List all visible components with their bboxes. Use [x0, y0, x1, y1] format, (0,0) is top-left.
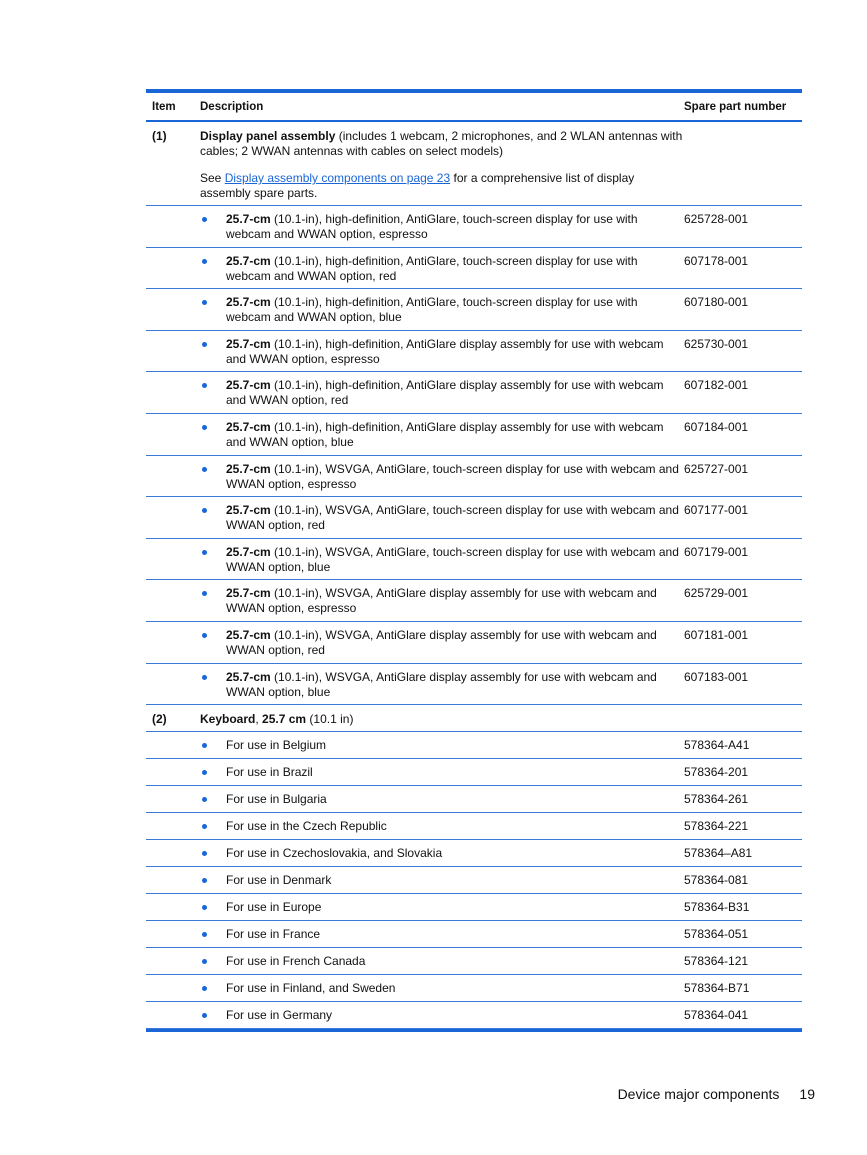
table-row [146, 1002, 802, 1029]
row-item-cell [146, 586, 200, 621]
row-text [226, 212, 684, 247]
row-item-cell [146, 462, 200, 497]
row-description [200, 212, 684, 247]
table-row [146, 331, 802, 373]
row-description [200, 846, 684, 866]
footer-section-title: Device major components [617, 1086, 780, 1102]
row-description [200, 628, 684, 663]
row-size: 25.7-cm [226, 544, 271, 559]
group-display-panel [146, 122, 802, 206]
table-row [146, 456, 802, 498]
row-text: For use in Germany [226, 1008, 333, 1023]
row-part-number: 607184-001 [684, 419, 749, 434]
row-item-cell [146, 545, 200, 580]
row-part-number: 578364-121 [684, 954, 749, 969]
bullet-icon [200, 900, 226, 920]
group-item-number: (2) [152, 712, 167, 727]
row-description [200, 1008, 684, 1028]
row-size: 25.7-cm [226, 212, 271, 226]
table-row [146, 786, 802, 813]
bullet-icon [200, 765, 226, 785]
table-bottom-rule [146, 1029, 802, 1032]
bullet-icon [200, 337, 226, 372]
row-description [200, 738, 684, 758]
row-size: 25.7-cm [226, 586, 271, 601]
row-text [226, 586, 684, 621]
bullet-icon [200, 503, 226, 538]
table-row [146, 664, 802, 706]
bullet-icon [200, 819, 226, 839]
row-size: 25.7-cm [226, 627, 271, 642]
row-description [200, 378, 684, 413]
row-text: For use in French Canada [226, 954, 366, 969]
row-item-cell [146, 337, 200, 372]
table-row [146, 948, 802, 975]
row-part-number: 578364-B71 [684, 981, 750, 996]
table-row [146, 975, 802, 1002]
display-rows [146, 206, 802, 705]
row-part-number: 578364-201 [684, 765, 749, 780]
see-prefix: See [200, 171, 225, 185]
row-part-number: 607180-001 [684, 295, 749, 310]
header-description: Description [200, 100, 264, 113]
row-description [200, 900, 684, 920]
row-item-cell [146, 927, 200, 947]
row-item-cell [146, 378, 200, 413]
bullet-icon [200, 670, 226, 705]
row-text [226, 254, 684, 289]
row-detail: (10.1-in), high-definition, AntiGlare display assembly for use with webcam and WWAN option, red [226, 378, 664, 408]
table-row [146, 813, 802, 840]
row-item-cell [146, 765, 200, 785]
row-part-number: 578364-081 [684, 873, 749, 888]
row-item-cell [146, 1008, 200, 1028]
spare-parts-table [146, 89, 802, 1032]
row-detail: (10.1-in), high-definition, AntiGlare, touch-screen display for use with webcam and WWAN option, espresso [226, 212, 638, 241]
row-description [200, 981, 684, 1001]
row-part-number: 578364-051 [684, 927, 749, 942]
row-part-number: 625730-001 [684, 336, 749, 351]
row-description [200, 420, 684, 455]
bullet-icon [200, 954, 226, 974]
row-item-cell [146, 954, 200, 974]
row-detail: (10.1-in), WSVGA, AntiGlare display assembly for use with webcam and WWAN option, red [226, 627, 657, 657]
header-part-number: Spare part number [684, 100, 787, 113]
row-item-cell [146, 873, 200, 893]
row-item-cell [146, 212, 200, 247]
row-detail: (10.1-in), WSVGA, AntiGlare, touch-screen display for use with webcam and WWAN option, espresso [226, 461, 679, 491]
row-size: 25.7-cm [226, 336, 271, 351]
row-text: For use in Brazil [226, 765, 313, 780]
bullet-icon [200, 628, 226, 663]
table-row [146, 414, 802, 456]
row-part-number: 578364-221 [684, 819, 749, 834]
row-part-number: 578364-261 [684, 792, 749, 807]
bullet-icon [200, 378, 226, 413]
table-row [146, 539, 802, 581]
row-description [200, 765, 684, 785]
group-keyboard [146, 705, 802, 732]
row-text: For use in France [226, 927, 321, 942]
group-item-number: (1) [152, 129, 167, 143]
bullet-icon [200, 873, 226, 893]
row-part-number: 625728-001 [684, 212, 749, 226]
bullet-icon [200, 1008, 226, 1028]
row-detail: (10.1-in), WSVGA, AntiGlare display assembly for use with webcam and WWAN option, blue [226, 669, 657, 699]
table-row [146, 759, 802, 786]
row-size: 25.7-cm [226, 378, 271, 393]
row-item-cell [146, 846, 200, 866]
group-title: Display panel assembly [200, 129, 336, 143]
row-text [226, 462, 684, 497]
display-components-link[interactable]: Display assembly components on page 23 [224, 171, 451, 185]
group-description [200, 712, 684, 731]
row-text: For use in Denmark [226, 873, 332, 888]
row-description [200, 545, 684, 580]
row-text [226, 295, 684, 330]
row-item-cell [146, 420, 200, 455]
row-part-number: 578364-B31 [684, 900, 750, 915]
table-row [146, 840, 802, 867]
table-row [146, 580, 802, 622]
row-text: For use in Belgium [226, 738, 327, 753]
row-item-cell [146, 670, 200, 705]
bullet-icon [200, 792, 226, 812]
row-item-cell [146, 792, 200, 812]
row-description [200, 462, 684, 497]
row-text: For use in Bulgaria [226, 792, 327, 807]
row-part-number: 607177-001 [684, 503, 749, 518]
row-description [200, 337, 684, 372]
row-item-cell [146, 819, 200, 839]
row-part-number: 607183-001 [684, 669, 749, 684]
row-part-number: 625727-001 [684, 461, 749, 476]
row-description [200, 295, 684, 330]
row-item-cell [146, 628, 200, 663]
row-text [226, 545, 684, 580]
bullet-icon [200, 462, 226, 497]
bullet-icon [200, 254, 226, 289]
table-row [146, 206, 802, 248]
group-title: Keyboard [200, 712, 256, 727]
bullet-icon [200, 846, 226, 866]
row-size: 25.7-cm [226, 295, 271, 310]
row-detail: (10.1-in), WSVGA, AntiGlare, touch-screen display for use with webcam and WWAN option, blue [226, 544, 679, 574]
row-text [226, 378, 684, 413]
bullet-icon [200, 738, 226, 758]
table-header [146, 93, 802, 122]
row-detail: (10.1-in), WSVGA, AntiGlare display assembly for use with webcam and WWAN option, espresso [226, 586, 657, 616]
table-row [146, 867, 802, 894]
row-text: For use in Czechoslovakia, and Slovakia [226, 846, 443, 861]
row-part-number: 607178-001 [684, 253, 749, 268]
row-part-number: 578364-041 [684, 1008, 749, 1023]
group-description [200, 129, 684, 205]
row-size: 25.7-cm [226, 419, 271, 434]
row-description [200, 586, 684, 621]
table-row [146, 372, 802, 414]
row-description [200, 819, 684, 839]
table-row [146, 921, 802, 948]
row-size: 25.7-cm [226, 503, 271, 518]
table-row [146, 497, 802, 539]
row-detail: (10.1-in), high-definition, AntiGlare, touch-screen display for use with webcam and WWAN option, blue [226, 295, 638, 325]
table-row [146, 289, 802, 331]
row-text: For use in Finland, and Sweden [226, 981, 396, 996]
bullet-icon [200, 295, 226, 330]
see-suffix: for a comprehensive list of display assembly spare parts. [200, 171, 635, 200]
row-part-number: 578364-A41 [684, 738, 750, 753]
table-row [146, 732, 802, 759]
row-part-number: 607181-001 [684, 627, 749, 642]
row-part-number: 625729-001 [684, 586, 749, 601]
group-size: 25.7 cm [262, 712, 307, 727]
row-description [200, 503, 684, 538]
row-description [200, 927, 684, 947]
table-row [146, 622, 802, 664]
row-description [200, 954, 684, 974]
group-title-rest: (includes 1 webcam, 2 microphones, and 2 WLAN antennas with cables; 2 WWAN antennas with cables on select models) [200, 129, 683, 158]
group-size-rest: (10.1 in) [306, 712, 354, 727]
row-part-number: 607179-001 [684, 544, 749, 559]
row-text [226, 670, 684, 705]
row-part-number: 578364–A81 [684, 846, 753, 861]
row-item-cell [146, 295, 200, 330]
bullet-icon [200, 420, 226, 455]
page-footer [618, 1086, 815, 1102]
row-part-number: 607182-001 [684, 378, 749, 393]
row-text [226, 420, 684, 455]
row-detail: (10.1-in), high-definition, AntiGlare, touch-screen display for use with webcam and WWAN option, red [226, 253, 638, 283]
row-item-cell [146, 254, 200, 289]
row-description [200, 792, 684, 812]
row-description [200, 873, 684, 893]
row-description [200, 254, 684, 289]
row-size: 25.7-cm [226, 461, 271, 476]
keyboard-rows [146, 732, 802, 1029]
row-detail: (10.1-in), high-definition, AntiGlare display assembly for use with webcam and WWAN option, blue [226, 419, 664, 449]
bullet-icon [200, 586, 226, 621]
row-text [226, 337, 684, 372]
row-text [226, 503, 684, 538]
bullet-icon [200, 981, 226, 1001]
group-title-sep: , [255, 712, 263, 727]
row-size: 25.7-cm [226, 669, 271, 684]
row-item-cell [146, 503, 200, 538]
row-detail: (10.1-in), high-definition, AntiGlare display assembly for use with webcam and WWAN option, espresso [226, 336, 664, 366]
row-text: For use in the Czech Republic [226, 819, 387, 834]
footer-page-number: 19 [799, 1086, 815, 1102]
row-size: 25.7-cm [226, 253, 271, 268]
bullet-icon [200, 927, 226, 947]
row-text [226, 628, 684, 663]
row-text: For use in Europe [226, 900, 322, 915]
row-item-cell [146, 738, 200, 758]
row-item-cell [146, 981, 200, 1001]
header-item: Item [152, 100, 176, 113]
bullet-icon [200, 212, 226, 247]
table-row [146, 248, 802, 290]
table-row [146, 894, 802, 921]
row-item-cell [146, 900, 200, 920]
row-detail: (10.1-in), WSVGA, AntiGlare, touch-screen display for use with webcam and WWAN option, red [226, 503, 679, 533]
row-description [200, 670, 684, 705]
bullet-icon [200, 545, 226, 580]
